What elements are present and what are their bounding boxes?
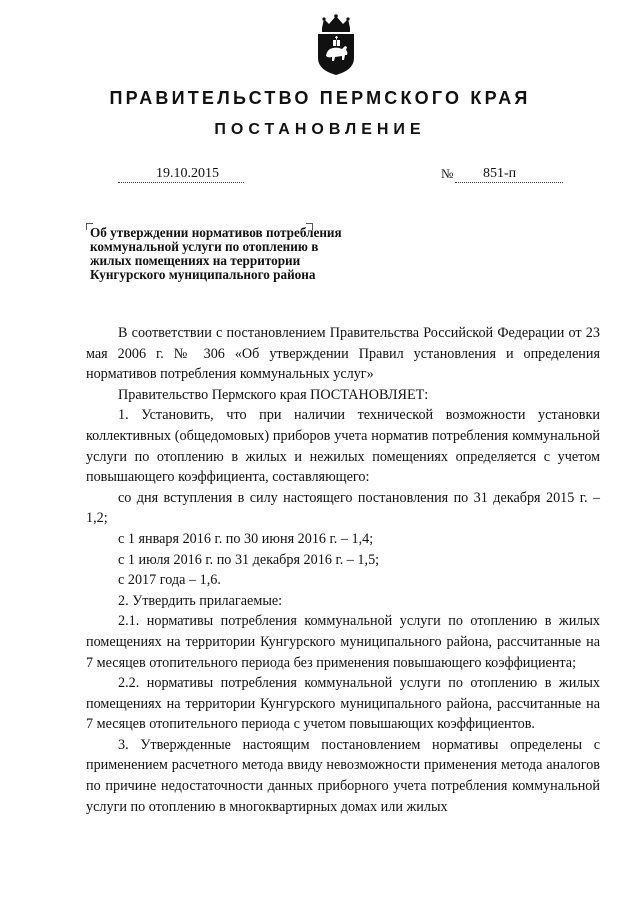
document-body (86, 323, 600, 817)
paragraph-coef-2016-h1: с 1 января 2016 г. по 30 июня 2016 г. – 1,4; (118, 530, 374, 547)
perm-krai-coat-of-arms-icon (316, 14, 356, 76)
paragraph-coef-2015: со дня вступления в силу настоящего постановления по 31 декабря 2015 г. – 1,2; (86, 489, 600, 527)
date-field (118, 166, 244, 183)
paragraph-resolves: Правительство Пермского края ПОСТАНОВЛЯЕТ: (118, 386, 429, 403)
number-sign: № (441, 166, 454, 181)
paragraph-coef-2017: с 2017 года – 1,6. (118, 572, 221, 589)
document-type-title: ПОСТАНОВЛЕНИЕ (214, 121, 426, 138)
paragraph-item-3: 3. Утвержденные настоящим постановлением нормативы определены с применением расчетного метода ввиду невозможности применения метода аналогов по причине недостаточности данных приборного учета потребления коммунальной услуги по отоплению в многоквартирных домах или жилых (86, 736, 600, 815)
paragraph-coef-2016-h2: с 1 июля 2016 г. по 31 декабря 2016 г. – 1,5; (118, 551, 380, 568)
paragraph-item-2-2: 2.2. нормативы потребления коммунальной услуги по отоплению в жилых помещениях на территории Кунгурского муниципального района, рассчитанные на 7 месяцев отопительного периода с учетом повышающих коэффициентов. (86, 675, 600, 733)
paragraph-item-1: 1. Установить, что при наличии технической возможности установки коллективных (общедомовых) приборов учета норматив потребления коммунальной услуги по отоплению в жилых и нежилых помещениях определяется с учетом повышающего коэффициента, составляющего: (86, 407, 600, 486)
document-date: 19.10.2015 (156, 166, 219, 181)
paragraph-item-2: 2. Утвердить прилагаемые: (118, 592, 283, 609)
paragraph-preamble: В соответствии с постановлением Правительства Российской Федерации от 23 мая 2006 г. № 306 «Об утверждении Правил установления и определения нормативов потребления коммунальных услуг» (86, 325, 600, 383)
document-number: 851-п (483, 166, 517, 181)
number-field (455, 166, 563, 183)
paragraph-item-2-1: 2.1. нормативы потребления коммунальной услуги по отоплению в жилых помещениях на территории Кунгурского муниципального района, рассчитанные на 7 месяцев отопительного периода без применения повышающего коэффициента; (86, 613, 600, 671)
government-title: ПРАВИТЕЛЬСТВО ПЕРМСКОГО КРАЯ (109, 88, 531, 108)
document-subject: Об утверждении нормативов потребления коммунальной услуги по отоплению в жилых помещениях на территории Кунгурского муниципального района (90, 225, 342, 282)
